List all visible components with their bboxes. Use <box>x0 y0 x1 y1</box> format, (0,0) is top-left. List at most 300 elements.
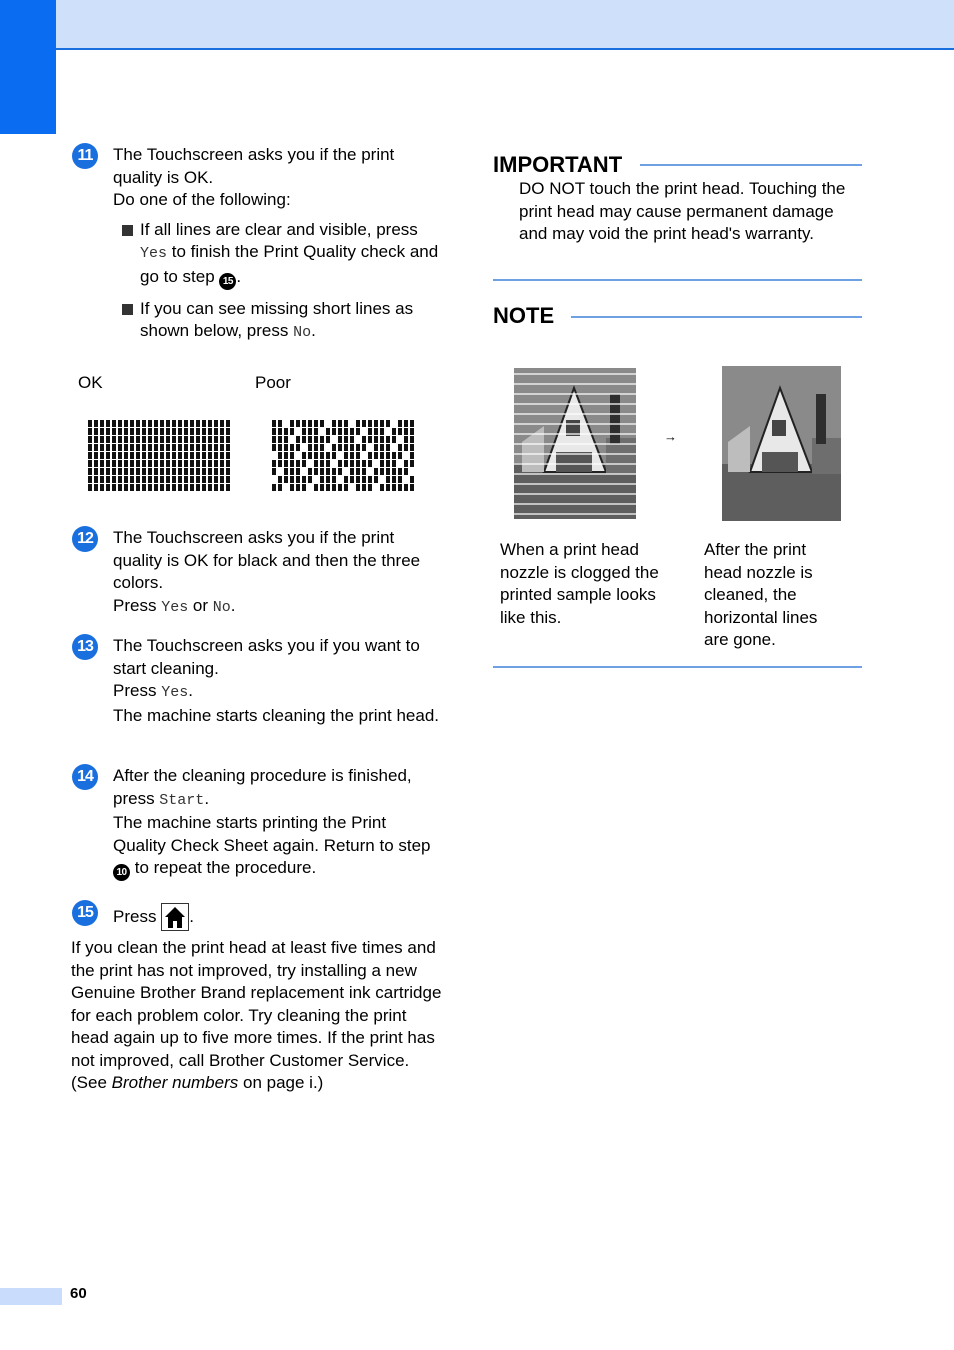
chapter-tab <box>0 0 56 134</box>
pattern-cell <box>184 444 188 451</box>
pattern-cell <box>320 484 324 491</box>
pattern-cell <box>202 460 206 467</box>
pattern-cell <box>94 420 98 427</box>
pattern-cell <box>344 420 348 427</box>
pattern-cell <box>308 436 312 443</box>
pattern-cell <box>118 420 122 427</box>
pattern-cell <box>404 428 408 435</box>
pattern-cell <box>124 428 128 435</box>
pattern-cell <box>326 484 330 491</box>
pattern-cell <box>148 484 152 491</box>
pattern-cell <box>142 428 146 435</box>
pattern-cell <box>88 428 92 435</box>
pattern-cell <box>88 444 92 451</box>
pattern-cell <box>302 428 306 435</box>
pattern-cell <box>112 444 116 451</box>
pattern-cell <box>410 460 414 467</box>
pattern-cell <box>398 444 402 451</box>
pattern-cell <box>398 476 402 483</box>
pattern-cell <box>368 460 372 467</box>
pattern-cell <box>172 484 176 491</box>
pattern-cell <box>296 444 300 451</box>
pattern-cell <box>136 476 140 483</box>
pattern-cell <box>380 428 384 435</box>
pattern-cell <box>350 444 354 451</box>
pattern-cell <box>290 468 294 475</box>
pattern-cell <box>202 420 206 427</box>
pattern-cell <box>112 428 116 435</box>
pattern-cell <box>362 444 366 451</box>
pattern-cell <box>190 436 194 443</box>
bullet-square-icon <box>122 304 133 315</box>
pattern-cell <box>220 444 224 451</box>
pattern-cell <box>374 468 378 475</box>
pattern-cell <box>350 452 354 459</box>
pattern-cell <box>350 428 354 435</box>
step-14-line-3: The machine starts printing the Print Quality Check Sheet again. Return to step 10 to repeat the procedure. <box>113 812 442 881</box>
pattern-cell <box>106 476 110 483</box>
pattern-cell <box>130 444 134 451</box>
pattern-cell <box>154 428 158 435</box>
pattern-cell <box>208 476 212 483</box>
page-number: 60 <box>70 1285 87 1302</box>
pattern-cell <box>344 428 348 435</box>
poor-test-pattern <box>272 420 417 494</box>
pattern-cell <box>172 468 176 475</box>
no-code: No <box>212 598 231 616</box>
pattern-cell <box>284 460 288 467</box>
pattern-cell <box>100 428 104 435</box>
pattern-cell <box>214 436 218 443</box>
pattern-cell <box>142 468 146 475</box>
pattern-cell <box>190 476 194 483</box>
pattern-cell <box>326 468 330 475</box>
pattern-cell <box>142 484 146 491</box>
pattern-cell <box>196 460 200 467</box>
pattern-cell <box>136 484 140 491</box>
pattern-cell <box>404 420 408 427</box>
pattern-cell <box>386 468 390 475</box>
pattern-cell <box>142 444 146 451</box>
pattern-cell <box>202 484 206 491</box>
pattern-cell <box>314 436 318 443</box>
pattern-cell <box>124 420 128 427</box>
clogged-sample-photo <box>514 368 636 519</box>
pattern-cell <box>398 428 402 435</box>
pattern-cell <box>178 428 182 435</box>
pattern-cell <box>350 460 354 467</box>
pattern-cell <box>326 428 330 435</box>
pattern-cell <box>154 420 158 427</box>
pattern-cell <box>272 444 276 451</box>
pattern-cell <box>284 436 288 443</box>
pattern-cell <box>184 484 188 491</box>
pattern-cell <box>338 428 342 435</box>
pattern-cell <box>130 452 134 459</box>
pattern-cell <box>326 476 330 483</box>
pattern-cell <box>214 476 218 483</box>
pattern-cell <box>226 476 230 483</box>
pattern-cell <box>410 452 414 459</box>
important-text: DO NOT touch the print head. Touching the print head may cause permanent damage and may void the print head's warranty. <box>519 179 846 243</box>
pattern-cell <box>112 468 116 475</box>
pattern-cell <box>404 484 408 491</box>
pattern-cell <box>362 420 366 427</box>
pattern-cell <box>296 476 300 483</box>
pattern-cell <box>320 420 324 427</box>
pattern-cell <box>290 476 294 483</box>
pattern-cell <box>112 420 116 427</box>
pattern-cell <box>344 476 348 483</box>
pattern-cell <box>220 428 224 435</box>
pattern-cell <box>136 468 140 475</box>
pattern-cell <box>166 444 170 451</box>
pattern-cell <box>100 452 104 459</box>
pattern-cell <box>100 436 104 443</box>
pattern-cell <box>404 460 408 467</box>
pattern-cell <box>278 444 282 451</box>
pattern-cell <box>142 476 146 483</box>
pattern-cell <box>214 484 218 491</box>
pattern-cell <box>112 436 116 443</box>
pattern-cell <box>220 468 224 475</box>
pattern-cell <box>100 468 104 475</box>
pattern-cell <box>296 468 300 475</box>
pattern-cell <box>284 476 288 483</box>
pattern-cell <box>190 484 194 491</box>
pattern-cell <box>278 428 282 435</box>
pattern-cell <box>380 420 384 427</box>
pattern-cell <box>202 452 206 459</box>
pattern-cell <box>332 428 336 435</box>
pattern-cell <box>314 420 318 427</box>
pattern-cell <box>356 420 360 427</box>
pattern-cell <box>290 444 294 451</box>
pattern-cell <box>392 468 396 475</box>
pattern-cell <box>302 460 306 467</box>
pattern-cell <box>404 444 408 451</box>
pattern-cell <box>124 484 128 491</box>
pattern-cell <box>374 420 378 427</box>
start-code: Start <box>159 791 205 809</box>
pattern-cell <box>160 420 164 427</box>
pattern-cell <box>308 420 312 427</box>
pattern-cell <box>398 420 402 427</box>
pattern-cell <box>100 476 104 483</box>
pattern-cell <box>220 420 224 427</box>
pattern-cell <box>124 444 128 451</box>
pattern-cell <box>202 436 206 443</box>
pattern-cell <box>208 436 212 443</box>
pattern-cell <box>410 444 414 451</box>
pattern-cell <box>196 420 200 427</box>
step-14 <box>72 764 442 881</box>
pattern-cell <box>332 468 336 475</box>
pattern-cell <box>272 468 276 475</box>
pattern-cell <box>314 428 318 435</box>
pattern-cell <box>308 468 312 475</box>
pattern-cell <box>308 452 312 459</box>
pattern-cell <box>196 444 200 451</box>
note-heading: NOTE <box>493 303 555 328</box>
pattern-cell <box>190 452 194 459</box>
yes-code: Yes <box>161 598 189 616</box>
pattern-cell <box>94 444 98 451</box>
step-ref-badge: 10 <box>113 864 130 881</box>
pattern-cell <box>148 444 152 451</box>
pattern-cell <box>278 476 282 483</box>
step-number-badge: 13 <box>72 634 98 660</box>
pattern-cell <box>332 420 336 427</box>
step-number-badge: 11 <box>72 143 98 169</box>
pattern-cell <box>208 444 212 451</box>
pattern-cell <box>368 420 372 427</box>
pattern-cell <box>208 452 212 459</box>
pattern-cell <box>320 452 324 459</box>
pattern-cell <box>124 436 128 443</box>
pattern-cell <box>154 460 158 467</box>
pattern-cell <box>314 452 318 459</box>
pattern-cell <box>160 468 164 475</box>
pattern-cell <box>100 420 104 427</box>
pattern-cell <box>178 468 182 475</box>
pattern-cell <box>392 460 396 467</box>
pattern-cell <box>166 452 170 459</box>
cleaned-sample-photo <box>722 366 841 521</box>
pattern-cell <box>362 476 366 483</box>
pattern-cell <box>166 468 170 475</box>
ok-label: OK <box>78 373 103 392</box>
pattern-cell <box>106 460 110 467</box>
important-bottom-rule <box>493 279 862 281</box>
pattern-cell <box>410 484 414 491</box>
pattern-cell <box>148 476 152 483</box>
pattern-cell <box>142 460 146 467</box>
pattern-cell <box>166 428 170 435</box>
step-13-line-1: The Touchscreen asks you if you want to start cleaning. <box>113 636 420 678</box>
pattern-cell <box>374 444 378 451</box>
step-14-press-line: press Start. <box>113 788 210 809</box>
pattern-cell <box>368 484 372 491</box>
pattern-cell <box>296 460 300 467</box>
step-12-line-1: The Touchscreen asks you if the print quality is OK for black and then the three colors. <box>113 528 421 592</box>
pattern-cell <box>332 484 336 491</box>
pattern-cell <box>386 484 390 491</box>
pattern-cell <box>118 460 122 467</box>
pattern-cell <box>148 420 152 427</box>
pattern-cell <box>178 460 182 467</box>
pattern-cell <box>190 428 194 435</box>
pattern-cell <box>226 444 230 451</box>
pattern-cell <box>272 460 276 467</box>
pattern-cell <box>344 484 348 491</box>
pattern-cell <box>136 452 140 459</box>
pattern-cell <box>112 484 116 491</box>
pattern-cell <box>154 468 158 475</box>
pattern-cell <box>220 436 224 443</box>
pattern-cell <box>190 420 194 427</box>
pattern-cell <box>178 484 182 491</box>
pattern-cell <box>88 460 92 467</box>
pattern-cell <box>410 436 414 443</box>
pattern-cell <box>338 468 342 475</box>
pattern-cell <box>208 460 212 467</box>
pattern-cell <box>410 420 414 427</box>
pattern-cell <box>94 436 98 443</box>
brother-numbers-reference: Brother numbers <box>111 1073 239 1092</box>
pattern-cell <box>202 428 206 435</box>
pattern-cell <box>118 436 122 443</box>
pattern-cell <box>314 468 318 475</box>
pattern-cell <box>196 468 200 475</box>
cleaning-advice-paragraph: If you clean the print head at least five times and the print has not improved, try installing a new Genuine Brother Brand replacement ink cartridge for each problem color. Try cleaning the print head again up to five more times. If the print has not improved, call Brother Customer Service. (See Brother numbers on page i.) <box>71 938 442 1092</box>
pattern-cell <box>106 420 110 427</box>
pattern-cell <box>368 452 372 459</box>
pattern-cell <box>160 428 164 435</box>
pattern-cell <box>178 444 182 451</box>
pattern-cell <box>178 436 182 443</box>
page-number-tab <box>0 1288 62 1305</box>
pattern-cell <box>88 420 92 427</box>
pattern-cell <box>380 444 384 451</box>
step-13-line-3: The machine starts cleaning the print head. <box>113 705 440 725</box>
pattern-cell <box>136 460 140 467</box>
pattern-cell <box>124 468 128 475</box>
step-12 <box>72 526 442 619</box>
no-code: No <box>293 324 312 341</box>
pattern-cell <box>208 428 212 435</box>
pattern-cell <box>386 460 390 467</box>
pattern-cell <box>332 452 336 459</box>
pattern-cell <box>374 452 378 459</box>
pattern-cell <box>172 476 176 483</box>
pattern-cell <box>368 476 372 483</box>
pattern-cell <box>386 420 390 427</box>
pattern-cell <box>302 484 306 491</box>
pattern-cell <box>284 468 288 475</box>
pattern-cell <box>290 484 294 491</box>
pattern-cell <box>392 428 396 435</box>
pattern-cell <box>88 484 92 491</box>
pattern-cell <box>338 420 342 427</box>
pattern-cell <box>112 460 116 467</box>
pattern-cell <box>100 444 104 451</box>
pattern-cell <box>392 452 396 459</box>
pattern-cell <box>214 444 218 451</box>
pattern-cell <box>278 452 282 459</box>
pattern-cell <box>202 444 206 451</box>
pattern-cell <box>362 484 366 491</box>
pattern-cell <box>226 468 230 475</box>
pattern-cell <box>196 428 200 435</box>
pattern-cell <box>226 436 230 443</box>
step-13-press-line: Press Yes. <box>113 681 193 701</box>
pattern-cell <box>344 460 348 467</box>
pattern-cell <box>356 460 360 467</box>
pattern-cell <box>314 444 318 451</box>
pattern-cell <box>136 420 140 427</box>
pattern-cell <box>160 484 164 491</box>
pattern-cell <box>320 444 324 451</box>
step-11-line-1: The Touchscreen asks you if the print quality is OK. <box>113 145 395 187</box>
caption-cleaned: After the print head nozzle is cleaned, the horizontal lines are gone. <box>704 540 818 649</box>
pattern-cell <box>88 468 92 475</box>
pattern-cell <box>290 452 294 459</box>
pattern-cell <box>106 428 110 435</box>
pattern-cell <box>392 476 396 483</box>
pattern-cell <box>130 420 134 427</box>
pattern-cell <box>130 460 134 467</box>
pattern-cell <box>344 444 348 451</box>
pattern-cell <box>308 444 312 451</box>
pattern-cell <box>184 452 188 459</box>
important-rule <box>640 164 862 166</box>
pattern-cell <box>326 436 330 443</box>
pattern-cell <box>290 460 294 467</box>
step-ref-badge: 15 <box>219 273 236 290</box>
pattern-cell <box>296 436 300 443</box>
pattern-cell <box>398 484 402 491</box>
pattern-cell <box>172 452 176 459</box>
pattern-cell <box>118 452 122 459</box>
note-rule <box>571 316 862 318</box>
pattern-cell <box>404 436 408 443</box>
option-no-bullet: If you can see missing short lines as shown below, press No. <box>121 298 442 345</box>
pattern-cell <box>226 428 230 435</box>
pattern-cell <box>290 420 294 427</box>
pattern-cell <box>148 428 152 435</box>
arrow-icon: → <box>664 429 677 444</box>
pattern-cell <box>172 420 176 427</box>
pattern-cell <box>154 444 158 451</box>
pattern-cell <box>332 444 336 451</box>
pattern-cell <box>392 484 396 491</box>
pattern-cell <box>272 420 276 427</box>
pattern-cell <box>166 484 170 491</box>
pattern-cell <box>202 468 206 475</box>
pattern-cell <box>350 436 354 443</box>
pattern-cell <box>106 444 110 451</box>
pattern-cell <box>178 452 182 459</box>
pattern-cell <box>220 452 224 459</box>
pattern-cell <box>136 436 140 443</box>
pattern-cell <box>178 420 182 427</box>
pattern-cell <box>106 468 110 475</box>
important-heading: IMPORTANT <box>493 152 623 177</box>
pattern-cell <box>374 428 378 435</box>
pattern-cell <box>374 436 378 443</box>
pattern-cell <box>130 428 134 435</box>
pattern-cell <box>94 428 98 435</box>
pattern-cell <box>142 452 146 459</box>
pattern-cell <box>284 452 288 459</box>
pattern-cell <box>160 452 164 459</box>
pattern-cell <box>392 436 396 443</box>
step-number-badge: 15 <box>72 900 98 926</box>
home-icon <box>161 903 189 931</box>
pattern-cell <box>398 468 402 475</box>
pattern-cell <box>214 460 218 467</box>
step-13 <box>72 634 442 727</box>
pattern-cell <box>118 444 122 451</box>
pattern-cell <box>272 484 276 491</box>
header-band <box>0 0 954 50</box>
pattern-cell <box>320 476 324 483</box>
pattern-cell <box>302 476 306 483</box>
option-yes-bullet: If all lines are clear and visible, press Yes to finish the Print Quality check and go to step 15 . <box>121 219 442 290</box>
pattern-cell <box>220 476 224 483</box>
pattern-cell <box>136 428 140 435</box>
